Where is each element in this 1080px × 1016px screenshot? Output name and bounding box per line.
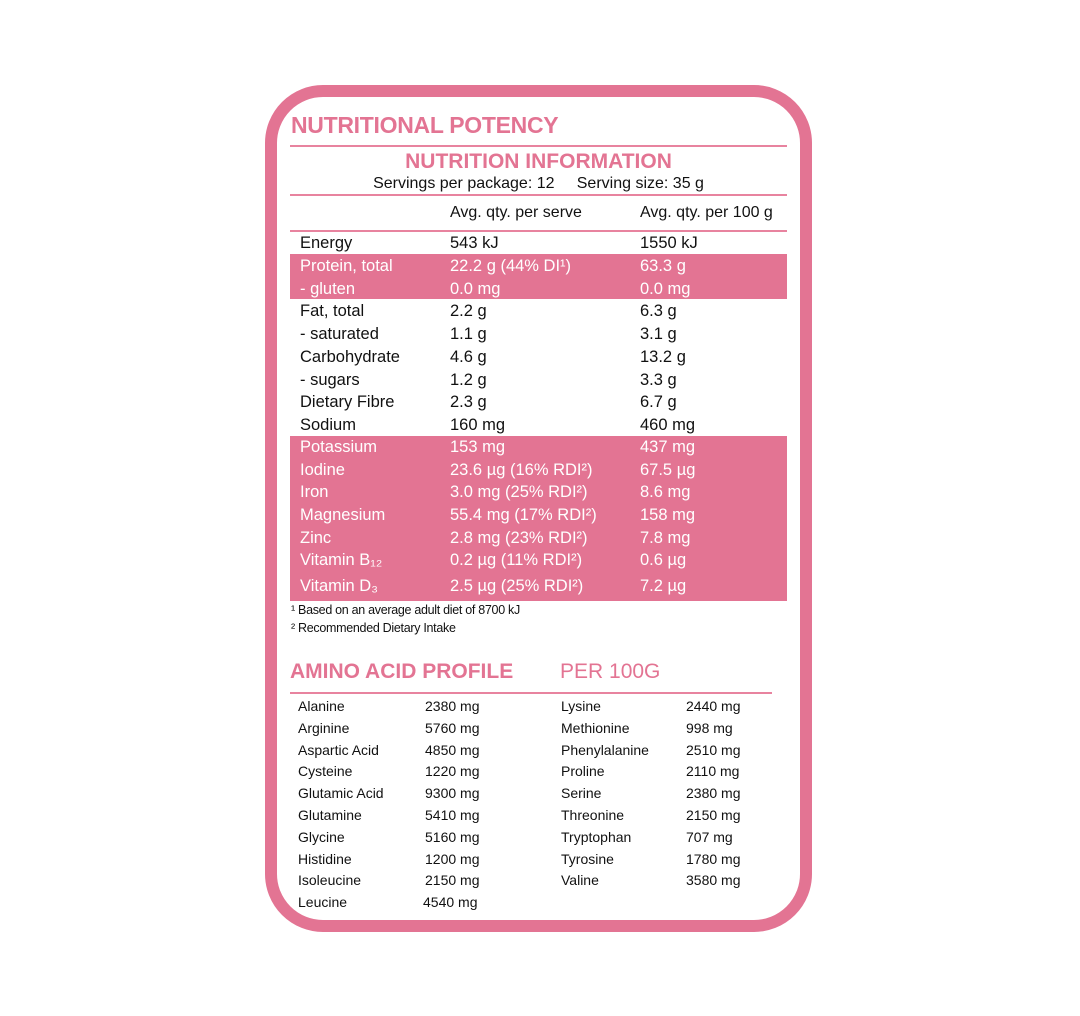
amino-name: Phenylalanine (561, 741, 649, 758)
amino-value: 1220 mg (425, 763, 480, 780)
nutrient-name: Protein, total (300, 257, 393, 275)
amino-value: 707 mg (686, 828, 733, 845)
nutrient-row (290, 348, 787, 370)
nutrient-row (290, 325, 787, 347)
nutrient-per100: 437 mg (640, 438, 696, 456)
amino-name: Glutamic Acid (298, 785, 384, 802)
nutrient-per100: 0.6 µg (640, 551, 687, 569)
nutrient-name: Fat, total (300, 302, 365, 320)
amino-name: Tryptophan (561, 828, 632, 845)
nutrient-per100: 7.8 mg (640, 529, 691, 547)
nutrient-per100: 67.5 µg (640, 461, 696, 479)
nutrient-row (290, 393, 787, 415)
nutrient-name: Vitamin D₃ (300, 577, 378, 595)
amino-name: Lysine (561, 698, 601, 714)
amino-name: Methionine (561, 719, 630, 736)
amino-value: 998 mg (686, 719, 733, 736)
amino-name: Cysteine (298, 763, 353, 780)
amino-value: 5760 mg (425, 719, 480, 736)
nutrient-name: Carbohydrate (300, 348, 400, 366)
amino-name: Serine (561, 785, 602, 802)
page-title: NUTRITIONAL POTENCY (291, 112, 559, 138)
nutrient-serve: 55.4 mg (17% RDI²) (450, 506, 597, 524)
nutrient-name: Vitamin B₁₂ (300, 551, 383, 569)
amino-name: Proline (561, 763, 605, 780)
nutrient-serve: 2.8 mg (23% RDI²) (450, 529, 588, 547)
amino-name: Glycine (298, 828, 345, 845)
nutrient-name: - saturated (300, 325, 379, 343)
amino-value: 1200 mg (425, 850, 480, 867)
amino-value: 2380 mg (686, 785, 741, 802)
nutrient-row (290, 234, 787, 256)
nutrient-serve: 23.6 µg (16% RDI²) (450, 461, 593, 479)
amino-value: 5410 mg (425, 807, 480, 823)
nutrient-per100: 0.0 mg (640, 280, 691, 298)
nutrient-per100: 158 mg (640, 506, 696, 524)
nutrient-per100: 460 mg (640, 416, 696, 434)
nutrient-row (290, 371, 787, 393)
nutrient-serve: 1.2 g (450, 371, 487, 389)
nutrient-serve: 2.2 g (450, 302, 487, 320)
nutrient-row (290, 302, 787, 324)
amino-value: 2110 mg (686, 763, 740, 780)
footnote-1: ¹ Based on an average adult diet of 8700 kJ (291, 603, 520, 617)
nutrient-serve: 2.3 g (450, 393, 487, 411)
amino-value: 2440 mg (686, 698, 741, 714)
nutrient-row (290, 416, 787, 438)
amino-name: Leucine (298, 894, 348, 911)
servings-per-package: Servings per package: 12 (373, 175, 555, 192)
nutrient-name: - gluten (300, 280, 356, 298)
footnote-2: ² Recommended Dietary Intake (291, 621, 456, 635)
nutrient-serve: 0.2 µg (11% RDI²) (450, 551, 583, 569)
amino-name: Alanine (298, 698, 345, 714)
nutrient-per100: 3.3 g (640, 371, 677, 389)
nutrient-name: Energy (300, 234, 353, 252)
amino-value: 2150 mg (686, 807, 741, 823)
amino-name: Valine (561, 872, 599, 889)
amino-value: 2510 mg (686, 741, 741, 758)
divider (290, 692, 772, 694)
nutrient-name: Iodine (300, 461, 345, 479)
nutrient-name: Potassium (300, 438, 378, 456)
nutrient-name: Dietary Fibre (300, 393, 395, 411)
nutrient-row (290, 280, 787, 302)
nutrient-serve: 22.2 g (44% DI¹) (450, 257, 572, 275)
nutrient-per100: 1550 kJ (640, 234, 698, 252)
nutrient-name: Zinc (300, 529, 332, 547)
nutrient-serve: 1.1 g (450, 325, 487, 343)
amino-value: 2150 mg (425, 872, 480, 889)
nutrient-row (290, 461, 787, 483)
amino-value: 4540 mg (423, 894, 478, 911)
nutrient-per100: 13.2 g (640, 348, 686, 366)
nutrient-per100: 6.7 g (640, 393, 677, 411)
nutrient-per100: 3.1 g (640, 325, 677, 343)
nutrient-name: - sugars (300, 371, 360, 389)
nutrient-row (290, 483, 787, 505)
divider (290, 145, 787, 147)
amino-value: 9300 mg (425, 785, 480, 802)
nutrient-row (290, 257, 787, 279)
amino-heading: AMINO ACID PROFILE (290, 660, 514, 683)
nutrient-serve: 3.0 mg (25% RDI²) (450, 483, 588, 501)
nutrient-serve: 160 mg (450, 416, 506, 434)
nutrient-name: Iron (300, 483, 329, 501)
amino-per: PER 100G (560, 660, 661, 683)
col-header-serve: Avg. qty. per serve (450, 204, 582, 221)
nutrient-per100: 8.6 mg (640, 483, 691, 501)
amino-name: Isoleucine (298, 872, 362, 889)
nutrient-per100: 6.3 g (640, 302, 677, 320)
nutrient-row (290, 529, 787, 551)
amino-name: Arginine (298, 719, 350, 736)
nutrient-serve: 4.6 g (450, 348, 487, 366)
amino-name: Tyrosine (561, 850, 614, 867)
divider (290, 194, 787, 196)
nutrient-name: Sodium (300, 416, 356, 434)
nutrition-heading: NUTRITION INFORMATION (405, 150, 672, 173)
nutrient-row (290, 506, 787, 528)
amino-name: Histidine (298, 850, 352, 867)
col-header-100g: Avg. qty. per 100 g (640, 204, 773, 221)
nutrient-serve: 0.0 mg (450, 280, 501, 298)
nutrient-serve: 2.5 µg (25% RDI²) (450, 577, 584, 595)
nutrient-row (290, 551, 787, 573)
serving-size: Serving size: 35 g (576, 175, 704, 192)
amino-value: 2380 mg (425, 698, 480, 714)
amino-name: Threonine (561, 807, 625, 823)
amino-value: 4850 mg (425, 741, 480, 758)
nutrient-row (290, 577, 787, 599)
nutrient-per100: 63.3 g (640, 257, 686, 275)
nutrient-row (290, 438, 787, 460)
amino-value: 3580 mg (686, 872, 741, 889)
amino-value: 1780 mg (686, 850, 741, 867)
servings-line (290, 175, 787, 193)
amino-name: Glutamine (298, 807, 362, 823)
nutrient-serve: 543 kJ (450, 234, 499, 252)
nutrient-name: Magnesium (300, 506, 386, 524)
divider (290, 230, 787, 232)
amino-value: 5160 mg (425, 828, 480, 845)
nutrient-serve: 153 mg (450, 438, 506, 456)
nutrient-per100: 7.2 µg (640, 577, 687, 595)
amino-name: Aspartic Acid (298, 741, 379, 758)
